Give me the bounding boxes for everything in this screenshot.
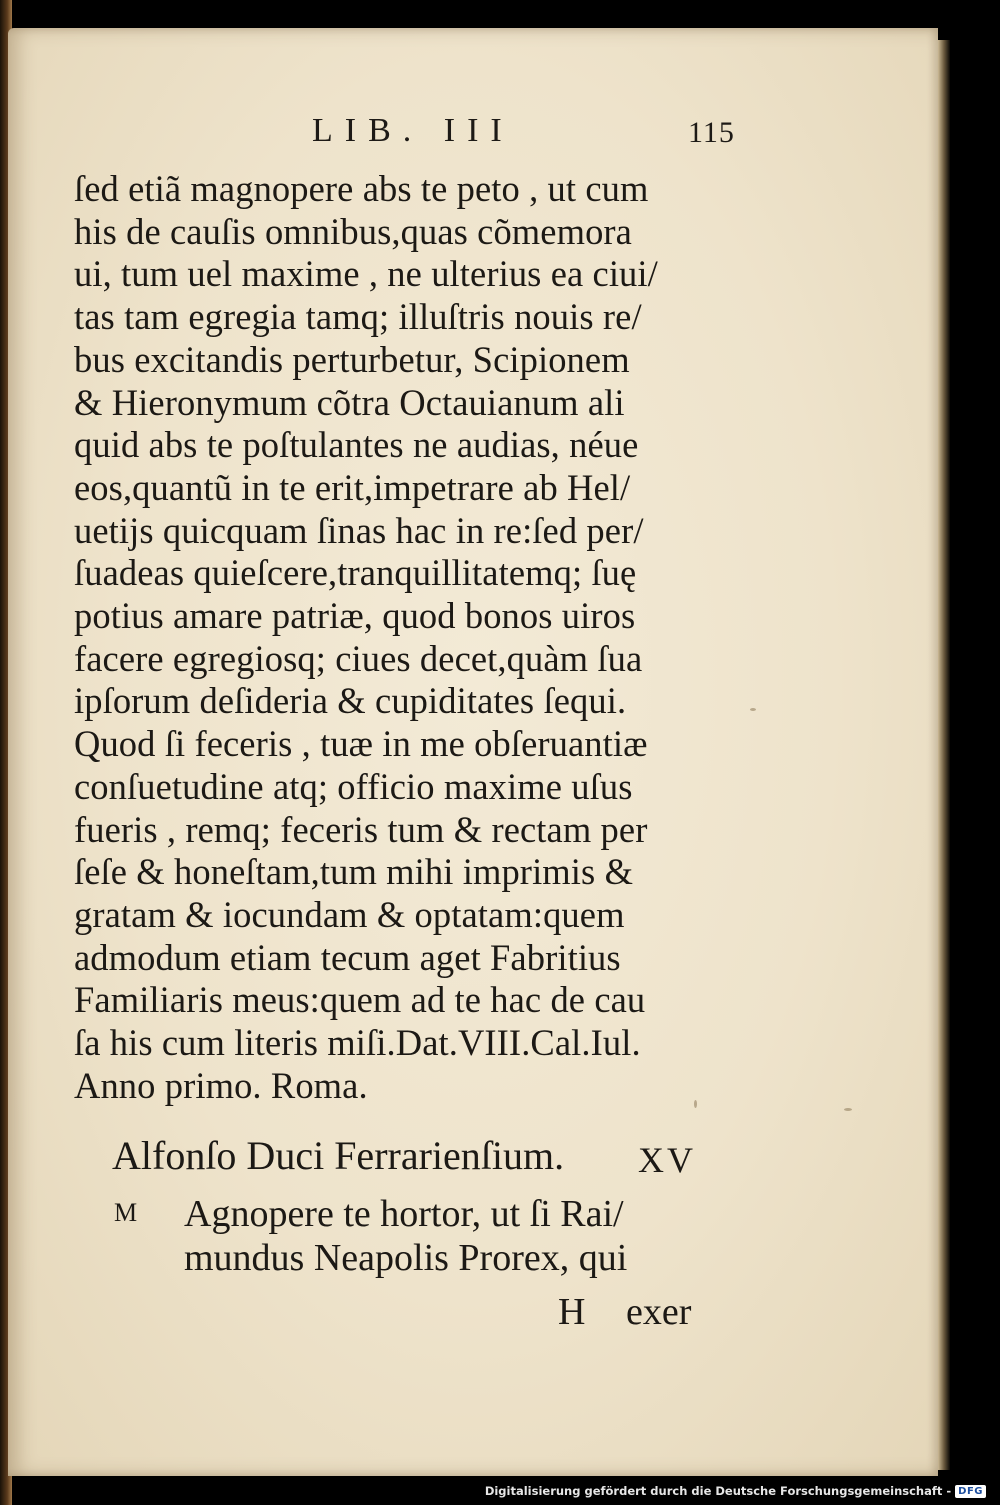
catchword: exer bbox=[626, 1291, 692, 1333]
text-line: quid abs te poſtulantes ne audias, néue bbox=[74, 424, 639, 466]
folio-number: 115 bbox=[688, 116, 735, 149]
text-line: ſed etiã magnopere abs te peto , ut cum bbox=[74, 168, 649, 209]
paper-speck bbox=[844, 1108, 852, 1111]
paper-speck bbox=[750, 708, 756, 711]
text-line: gratam & iocundam & optatam:quem bbox=[74, 893, 625, 935]
running-head bbox=[300, 112, 740, 152]
text-line: ſeſe & honeſtam,tum mihi imprimis & bbox=[74, 851, 634, 893]
footer-credit: Digitalisierung gefördert durch die Deutsche Forschungsgemeinschaft - bbox=[484, 1484, 952, 1498]
text-line: facere egregiosq; ciues decet,quàm ſua bbox=[74, 637, 643, 679]
initial-letter: M bbox=[114, 1198, 138, 1227]
text-line: fueris , remq; feceris tum & rectam per bbox=[74, 808, 648, 850]
digitization-footer bbox=[485, 1481, 986, 1501]
letter-number: XV bbox=[638, 1140, 696, 1180]
page-edge bbox=[938, 40, 950, 1470]
text-line: tas tam egregia tamq; illuſtris nouis re/ bbox=[74, 296, 642, 338]
text-line: conſuetudine atq; officio maxime uſus bbox=[74, 765, 633, 807]
text-line: Familiaris meus:quem ad te hac de cau bbox=[74, 979, 646, 1021]
text-line: ſa his cum literis miſi.Dat.VIII.Cal.Iul. bbox=[74, 1022, 641, 1064]
letter-line: mundus Neapolis Prorex, qui bbox=[184, 1237, 628, 1279]
text-line: ſuadeas quieſcere,tranquillitatemq; ſuę bbox=[74, 552, 637, 594]
text-line: his de cauſis omnibus,quas cõmemora bbox=[74, 210, 632, 252]
text-line: bus excitandis perturbetur, Scipionem bbox=[74, 338, 630, 380]
text-line: eos,quantũ in te erit,impetrare ab Hel/ bbox=[74, 466, 631, 508]
running-head-title: LIB. III bbox=[312, 112, 514, 149]
text-line: & Hieronymum cõtra Octauianum ali bbox=[74, 381, 625, 423]
text-line: ipſorum deſideria & cupiditates ſequi. bbox=[74, 680, 627, 722]
text-line: uetijs quicquam ſinas hac in re:ſed per/ bbox=[74, 509, 644, 551]
signature-mark: H bbox=[558, 1291, 586, 1333]
letter-heading bbox=[112, 1126, 712, 1186]
body-text bbox=[74, 168, 734, 1107]
text-line: ui, tum uel maxime , ne ulterius ea ciui/ bbox=[74, 253, 658, 295]
signature-line bbox=[556, 1290, 736, 1340]
text-line: Quod ſi feceris , tuæ in me obſeruantiæ bbox=[74, 723, 648, 765]
letter-text bbox=[184, 1192, 724, 1280]
text-line: Anno primo. Roma. bbox=[74, 1064, 368, 1106]
dfg-logo: DFG bbox=[955, 1485, 986, 1498]
text-line: admodum etiam tecum aget Fabritius bbox=[74, 936, 621, 978]
letter-line: Agnopere te hortor, ut ſi Rai/ bbox=[184, 1193, 624, 1235]
letter-heading-title: Alfonſo Duci Ferrarienſium. bbox=[112, 1133, 565, 1178]
text-line: potius amare patriæ, quod bonos uiros bbox=[74, 595, 636, 637]
